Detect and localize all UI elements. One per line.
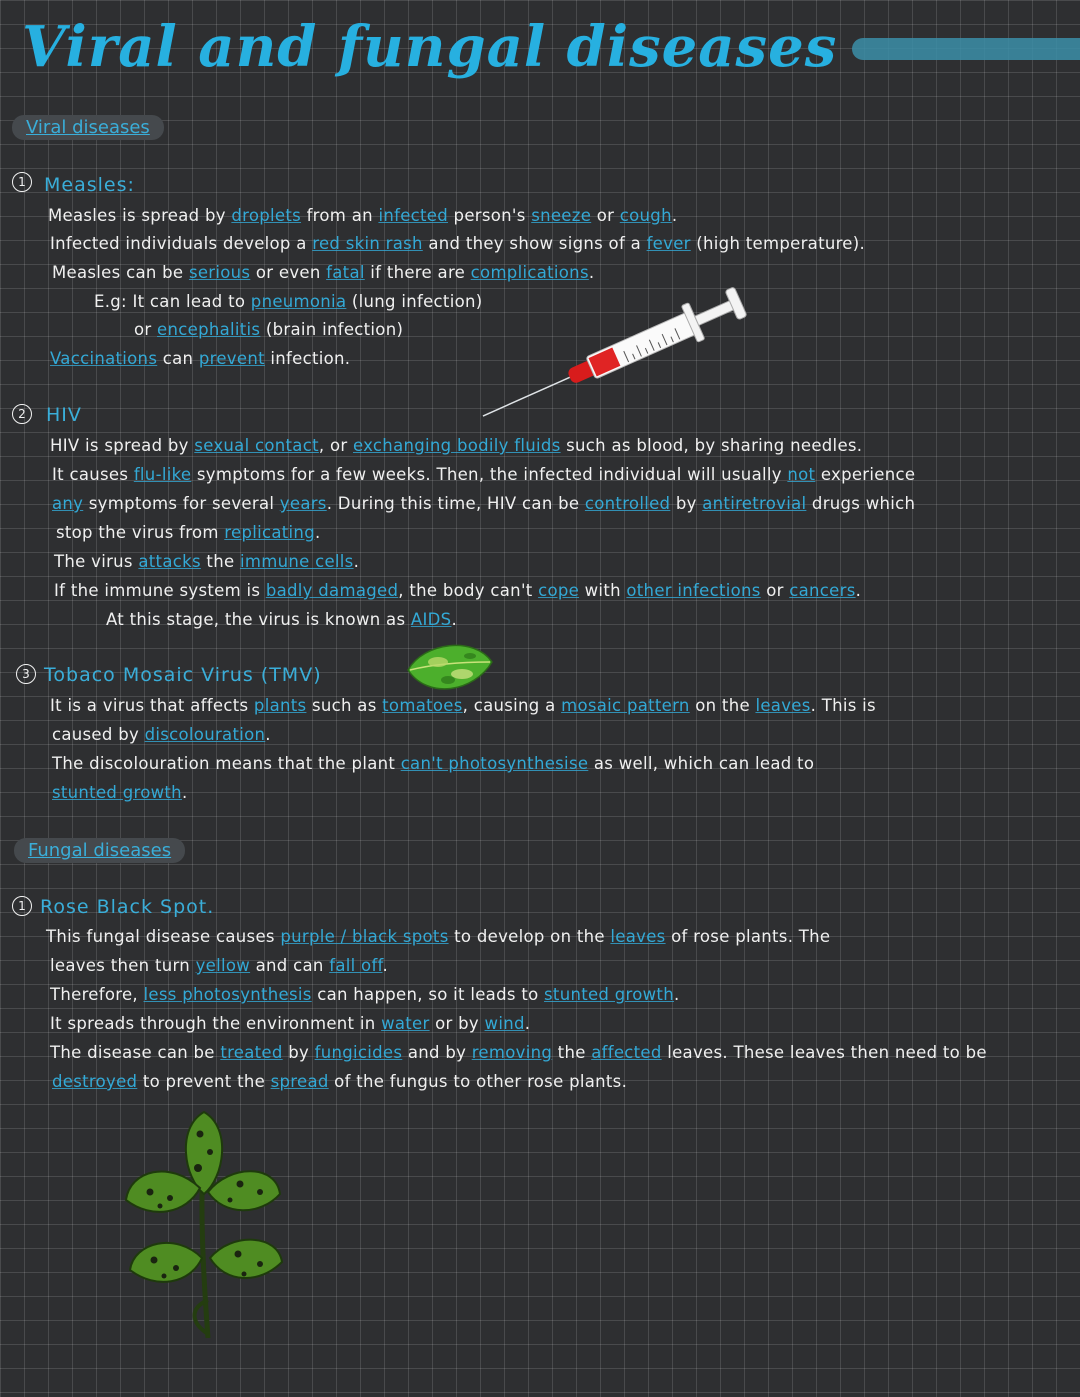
tmv-line-1 (50, 696, 876, 715)
text-segment: , or (318, 436, 353, 455)
fungal-section-label: Fungal diseases (14, 838, 185, 863)
text-segment: . (524, 1014, 531, 1033)
text-segment: It causes (52, 465, 134, 484)
text-segment: The virus (54, 552, 139, 571)
text-segment: or even (250, 263, 327, 282)
text-segment: or (591, 206, 620, 225)
rose-line-1 (46, 927, 830, 946)
syringe-illustration (470, 295, 770, 415)
text-segment: from an (301, 206, 379, 225)
text-segment: leaves then turn (50, 956, 196, 975)
highlighted-term: fall off (329, 956, 383, 975)
highlighted-term: pneumonia (250, 292, 347, 311)
rose-leaf-illustration (120, 1108, 300, 1348)
text-segment: by (282, 1043, 315, 1062)
text-segment: , the body can't (398, 581, 539, 600)
highlighted-term: cough (619, 206, 672, 225)
title-underline-bar (852, 38, 1080, 60)
highlighted-term: prevent (198, 349, 265, 368)
highlighted-term: destroyed (52, 1072, 138, 1091)
rose-line-2 (50, 956, 388, 975)
highlighted-term: cancers (789, 581, 856, 600)
text-segment: symptoms for a few weeks. Then, the infected individual will usually (191, 465, 788, 484)
highlighted-term: exchanging bodily fluids (353, 436, 561, 455)
text-segment: the (200, 552, 240, 571)
text-segment: If the immune system is (54, 581, 266, 600)
text-segment: This fungal disease causes (46, 927, 281, 946)
text-segment: It is a virus that affects (50, 696, 254, 715)
highlighted-term: complications (470, 263, 589, 282)
rose-line-6 (52, 1072, 627, 1091)
text-segment: or (760, 581, 790, 600)
page-title: Viral and fungal diseases (22, 14, 838, 80)
highlighted-term: leaves (755, 696, 811, 715)
text-segment: . (181, 783, 188, 802)
hiv-line-7 (106, 610, 457, 629)
hiv-number: 2 (12, 404, 32, 424)
highlighted-term: fever (646, 234, 691, 253)
highlighted-term: sexual contact (194, 436, 319, 455)
highlighted-term: not (787, 465, 816, 484)
text-segment: experience (815, 465, 916, 484)
highlighted-term: mosaic pattern (561, 696, 690, 715)
text-segment: or (134, 320, 158, 339)
highlighted-term: badly damaged (265, 581, 399, 600)
highlighted-term: plants (253, 696, 307, 715)
text-segment: . (673, 985, 680, 1004)
hiv-heading: HIV (46, 404, 82, 426)
highlighted-term: infected (378, 206, 449, 225)
text-segment: Infected individuals develop a (50, 234, 313, 253)
highlighted-term: can't photosynthesise (400, 754, 589, 773)
highlighted-term: flu-like (133, 465, 192, 484)
measles-line-6 (50, 349, 350, 368)
highlighted-term: encephalitis (157, 320, 261, 339)
highlighted-term: fungicides (314, 1043, 403, 1062)
highlighted-term: years (279, 494, 327, 513)
highlighted-term: water (381, 1014, 430, 1033)
highlighted-term: serious (188, 263, 251, 282)
highlighted-term: sneeze (531, 206, 592, 225)
text-segment: such as blood, by sharing needles. (560, 436, 863, 455)
text-segment: The disease can be (50, 1043, 221, 1062)
text-segment: . (451, 610, 457, 629)
text-segment: E.g: It can lead to (94, 292, 251, 311)
highlighted-term: any (52, 494, 84, 513)
text-segment: drugs which (806, 494, 916, 513)
text-segment: It spreads through the environment in (50, 1014, 382, 1033)
text-segment: . (353, 552, 360, 571)
measles-line-5 (134, 320, 403, 339)
mosaic-leaf-illustration (404, 640, 496, 698)
highlighted-term: removing (471, 1043, 553, 1062)
text-segment: (high temperature). (690, 234, 866, 253)
text-segment: leaves. These leaves then need to be (661, 1043, 987, 1062)
highlighted-term: other infections (626, 581, 761, 600)
text-segment: if there are (364, 263, 471, 282)
text-segment: of rose plants. The (665, 927, 831, 946)
text-segment: . (382, 956, 389, 975)
highlighted-term: fatal (326, 263, 365, 282)
highlighted-term: attacks (138, 552, 201, 571)
measles-heading: Measles: (44, 174, 135, 196)
text-segment: . (671, 206, 678, 225)
tmv-line-2 (52, 725, 271, 744)
hiv-line-4 (56, 523, 321, 542)
text-segment: by (670, 494, 703, 513)
rose-number: 1 (12, 896, 32, 916)
text-segment: Therefore, (50, 985, 144, 1004)
text-segment: on the (689, 696, 756, 715)
text-segment: and they show signs of a (422, 234, 647, 253)
rose-line-3 (50, 985, 680, 1004)
measles-line-3 (52, 263, 594, 282)
highlighted-term: Vaccinations (50, 349, 158, 368)
text-segment: of the fungus to other rose plants. (328, 1072, 628, 1091)
text-segment: stop the virus from (56, 523, 225, 542)
highlighted-term: purple / black spots (280, 927, 449, 946)
viral-section-label: Viral diseases (12, 115, 164, 140)
hiv-line-2 (52, 465, 915, 484)
text-segment: person's (448, 206, 532, 225)
highlighted-term: affected (591, 1043, 662, 1062)
text-segment: . This is (810, 696, 876, 715)
hiv-line-1 (50, 436, 862, 455)
text-segment: symptoms for several (83, 494, 280, 513)
highlighted-term: yellow (195, 956, 251, 975)
highlighted-term: cope (538, 581, 580, 600)
text-segment: such as (306, 696, 383, 715)
measles-line-4 (94, 292, 482, 311)
text-segment: The discolouration means that the plant (52, 754, 401, 773)
text-segment: HIV is spread by (50, 436, 195, 455)
highlighted-term: droplets (231, 206, 302, 225)
text-segment: can happen, so it leads to (311, 985, 545, 1004)
text-segment: with (579, 581, 627, 600)
highlighted-term: stunted growth (544, 985, 674, 1004)
text-segment: (lung infection) (346, 292, 483, 311)
tmv-line-4 (52, 783, 187, 802)
text-segment: or by (429, 1014, 485, 1033)
highlighted-term: leaves (610, 927, 666, 946)
highlighted-term: red skin rash (312, 234, 423, 253)
text-segment: can (157, 349, 199, 368)
text-segment: and can (250, 956, 330, 975)
text-segment: caused by (52, 725, 145, 744)
highlighted-term: spread (270, 1072, 329, 1091)
text-segment: , causing a (462, 696, 562, 715)
highlighted-term: tomatoes (382, 696, 463, 715)
highlighted-term: wind (484, 1014, 525, 1033)
measles-line-1 (48, 206, 677, 225)
highlighted-term: AIDS (410, 610, 452, 629)
highlighted-term: controlled (584, 494, 671, 513)
text-segment: and by (402, 1043, 472, 1062)
measles-number: 1 (12, 172, 32, 192)
text-segment: At this stage, the virus is known as (106, 610, 411, 629)
text-segment: (brain infection) (260, 320, 404, 339)
tmv-number: 3 (16, 664, 36, 684)
text-segment: Measles can be (52, 263, 189, 282)
highlighted-term: treated (220, 1043, 283, 1062)
highlighted-term: stunted growth (52, 783, 182, 802)
text-segment: Measles is spread by (48, 206, 232, 225)
highlighted-term: discolouration (144, 725, 266, 744)
text-segment: to develop on the (448, 927, 611, 946)
hiv-line-5 (54, 552, 359, 571)
highlighted-term: antiretrovial (702, 494, 807, 513)
text-segment: . (588, 263, 595, 282)
highlighted-term: immune cells (239, 552, 354, 571)
rose-line-5 (50, 1043, 987, 1062)
rose-line-4 (50, 1014, 530, 1033)
rose-heading: Rose Black Spot. (40, 896, 215, 918)
tmv-heading: Tobaco Mosaic Virus (TMV) (44, 664, 322, 686)
text-segment: . During this time, HIV can be (326, 494, 585, 513)
text-segment: . (265, 725, 271, 744)
text-segment: infection. (264, 349, 351, 368)
hiv-line-6 (54, 581, 861, 600)
hiv-line-3 (52, 494, 915, 513)
highlighted-term: replicating (224, 523, 315, 542)
highlighted-term: less photosynthesis (143, 985, 312, 1004)
text-segment: as well, which can lead to (588, 754, 815, 773)
measles-line-2 (50, 234, 865, 253)
text-segment: to prevent the (137, 1072, 271, 1091)
text-segment: . (314, 523, 321, 542)
text-segment: the (552, 1043, 592, 1062)
tmv-line-3 (52, 754, 814, 773)
text-segment: . (855, 581, 862, 600)
